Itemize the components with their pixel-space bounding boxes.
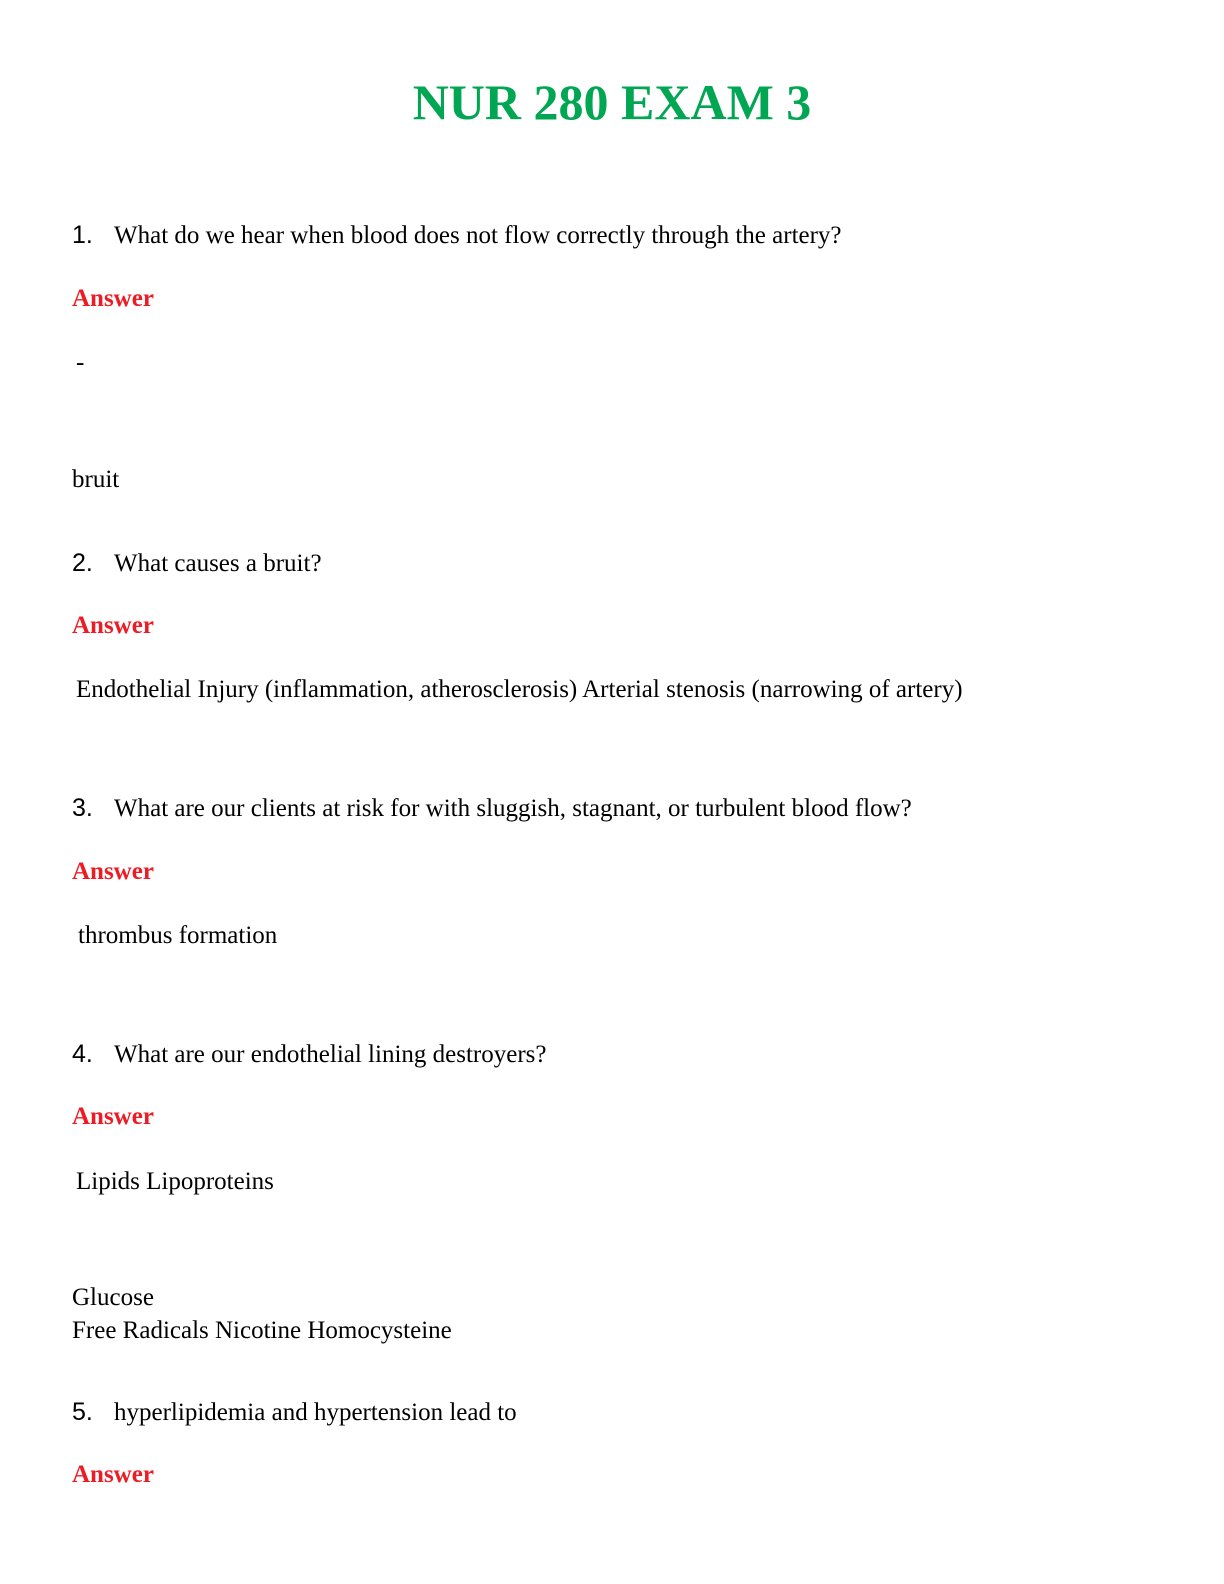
answer-text: thrombus formation bbox=[78, 922, 278, 949]
question-3 bbox=[72, 793, 912, 824]
question-number: 4. bbox=[72, 1040, 93, 1068]
answer-text: - bbox=[76, 349, 85, 376]
question-2 bbox=[72, 548, 322, 579]
question-text: What are our clients at risk for with sluggish, stagnant, or turbulent blood flow? bbox=[114, 795, 912, 822]
question-text: hyperlipidemia and hypertension lead to bbox=[114, 1399, 517, 1426]
answer-label: Answer bbox=[72, 858, 154, 885]
question-1 bbox=[72, 220, 842, 251]
answer-label: Answer bbox=[72, 1461, 154, 1488]
answer-text: Glucose bbox=[72, 1284, 154, 1311]
answer-text: Lipids Lipoproteins bbox=[76, 1168, 274, 1195]
answer-text: Endothelial Injury (inflammation, atherosclerosis) Arterial stenosis (narrowing of artery) bbox=[76, 676, 963, 703]
question-text: What do we hear when blood does not flow correctly through the artery? bbox=[114, 222, 842, 249]
question-5 bbox=[72, 1397, 517, 1428]
question-number: 3. bbox=[72, 794, 93, 822]
answer-text: Free Radicals Nicotine Homocysteine bbox=[72, 1317, 452, 1344]
page-title: NUR 280 EXAM 3 bbox=[412, 74, 812, 130]
question-text: What causes a bruit? bbox=[114, 550, 322, 577]
question-text: What are our endothelial lining destroyers? bbox=[114, 1041, 547, 1068]
answer-label: Answer bbox=[72, 285, 154, 312]
question-number: 2. bbox=[72, 549, 93, 577]
question-4 bbox=[72, 1039, 546, 1070]
answer-label: Answer bbox=[72, 1103, 154, 1130]
question-number: 1. bbox=[72, 221, 93, 249]
answer-label: Answer bbox=[72, 612, 154, 639]
question-number: 5. bbox=[72, 1398, 93, 1426]
answer-text: bruit bbox=[72, 466, 120, 493]
